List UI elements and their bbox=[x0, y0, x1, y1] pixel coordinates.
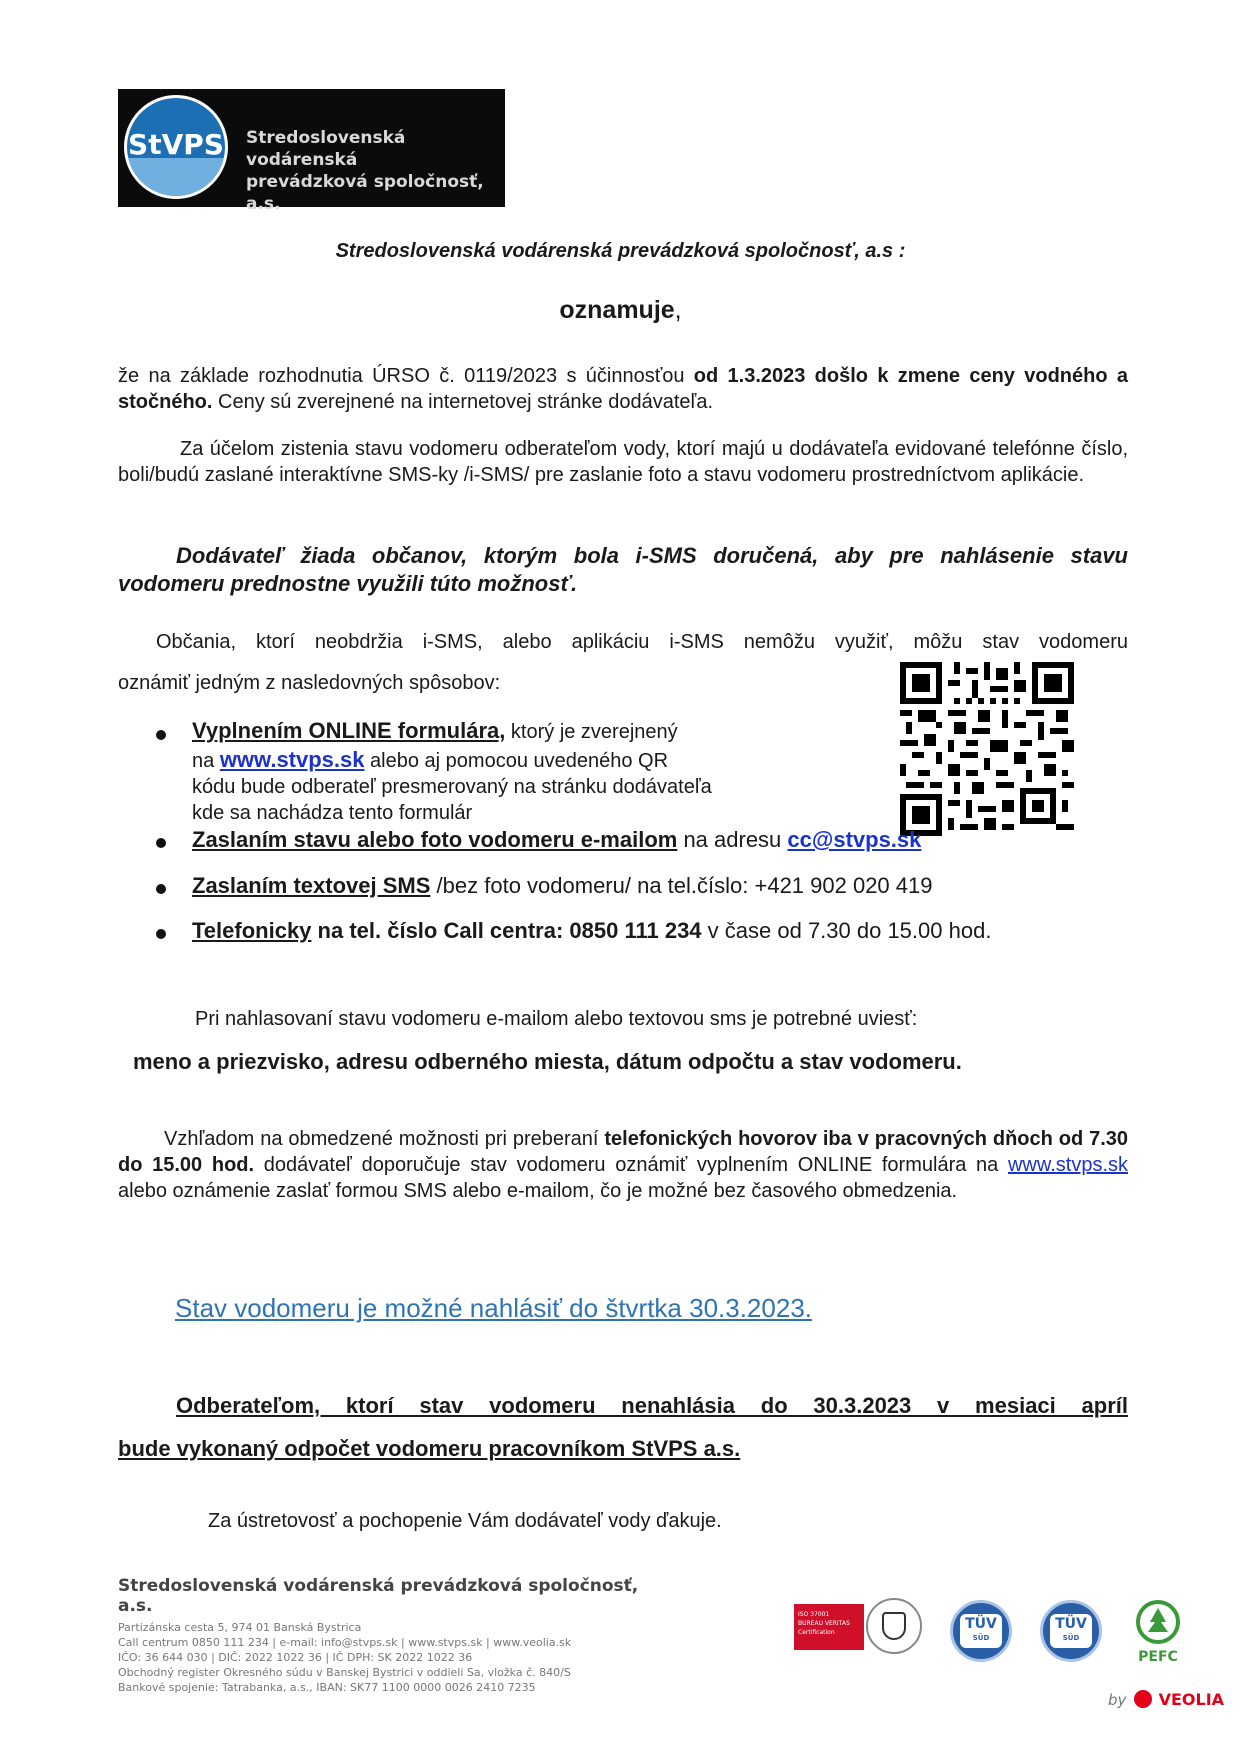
veolia-logo bbox=[1108, 1690, 1224, 1709]
para1-text-c: Ceny sú zverejnené na internetovej stránke dodávateľa. bbox=[212, 391, 714, 413]
para1-bold: od 1.3.2023 došlo k zmene ceny vodného a stočného. bbox=[118, 365, 1129, 413]
stvps-link[interactable]: www.stvps.sk bbox=[219, 747, 365, 772]
tuv1-label: TÜV bbox=[965, 1616, 997, 1632]
online-form-text1: ktorý je zverejnený bbox=[505, 721, 678, 743]
para7-text-c: dodávateľ doporučuje stav vodomeru oznámiť vyplnením ONLINE formulára na bbox=[254, 1154, 1008, 1176]
logo-name bbox=[246, 127, 505, 215]
paragraph-price-change bbox=[118, 363, 1128, 415]
paragraph-alternatives-line1: Občania, ktorí neobdržia i-SMS, alebo aplikáciu i-SMS nemôžu využiť, môžu stav vodomeru bbox=[156, 631, 1128, 653]
bullet-online-form-line1 bbox=[192, 718, 678, 745]
logo-wave bbox=[127, 158, 225, 196]
bullet-dot bbox=[156, 929, 166, 939]
paragraph-request: Dodávateľ žiada občanov, ktorým bola i-SMS doručená, aby pre nahlásenie stavu vodomeru prednostne využili túto možnosť. bbox=[118, 543, 1128, 596]
company-logo bbox=[118, 89, 505, 214]
bv-line1: ISO 37001 bbox=[798, 1611, 830, 1618]
announce-comma: , bbox=[674, 296, 682, 324]
announce-title bbox=[0, 296, 1241, 325]
paragraph-alternatives-line2: oznámiť jedným z nasledovných spôsobov: bbox=[118, 672, 501, 694]
logo-abbr: StVPS bbox=[128, 128, 224, 161]
tuv2-label: TÜV bbox=[1055, 1616, 1087, 1632]
sms-text: /bez foto vodomeru/ na tel.číslo: +421 902 020 419 bbox=[430, 873, 933, 898]
footer-register: Obchodný register Okresného súdu v Banskej Bystrici v oddieli Sa, vložka č. 840/S bbox=[118, 1666, 571, 1679]
stvps-link-2[interactable]: www.stvps.sk bbox=[1007, 1154, 1129, 1176]
footer-bank: Bankové spojenie: Tatrabanka, a.s., IBAN: SK77 1100 0000 0026 2410 7235 bbox=[118, 1681, 536, 1694]
footer-ids: IČO: 36 644 030 | DIČ: 2022 1022 36 | IČ DPH: SK 2022 1022 36 bbox=[118, 1651, 473, 1664]
email-text: na adresu bbox=[677, 827, 788, 852]
qr-code-graphic bbox=[900, 662, 1074, 836]
tuv1-sub: SÜD bbox=[972, 1634, 990, 1642]
thanks-text: Za ústretovosť a pochopenie Vám dodávateľ vody ďakuje. bbox=[208, 1510, 722, 1532]
para7-bold: telefonických hovorov iba v pracovných dňoch od 7.30 do 15.00 hod. bbox=[118, 1128, 1128, 1176]
paragraph-required-info-intro: Pri nahlasovaní stavu vodomeru e-mailom alebo textovou sms je potrebné uviesť: bbox=[195, 1008, 918, 1030]
tuv-sud-badge-2 bbox=[1040, 1600, 1102, 1662]
veolia-name: VEOLIA bbox=[1158, 1690, 1225, 1709]
pefc-label: PEFC bbox=[1138, 1649, 1178, 1665]
bullet-email bbox=[192, 826, 921, 854]
bullet-dot bbox=[156, 730, 166, 740]
paragraph-isms: Za účelom zistenia stavu vodomeru odberateľom vody, ktorí majú u dodávateľa evidované telefónne číslo, boli/budú zaslané interaktívne SMS-ky /i-SMS/ pre zaslanie foto a stavu vodomeru prostredníctvom aplikácie. bbox=[118, 438, 1128, 486]
veolia-by: by bbox=[1108, 1691, 1127, 1709]
logo-name-line2: prevádzková spoločnosť, a.s. bbox=[246, 172, 484, 214]
bureau-veritas-seal-icon bbox=[866, 1598, 922, 1654]
bullet-sms bbox=[192, 872, 933, 900]
logo-emblem bbox=[124, 95, 228, 199]
logo-name-line1: Stredoslovenská vodárenská bbox=[246, 128, 406, 170]
company-heading: Stredoslovenská vodárenská prevádzková spoločnosť, a.s : bbox=[335, 240, 906, 262]
pefc-logo bbox=[1130, 1600, 1186, 1665]
bullet-dot bbox=[156, 884, 166, 894]
deadline-notice: Stav vodomeru je možné nahlásiť do štvrtka 30.3.2023. bbox=[175, 1293, 812, 1323]
bullet-dot bbox=[156, 838, 166, 848]
bv-line3: Certification bbox=[798, 1629, 835, 1636]
pefc-tree-icon bbox=[1130, 1600, 1186, 1644]
bullet-online-form-line3: kódu bude odberateľ presmerovaný na stránku dodávateľa bbox=[192, 776, 712, 798]
tuv-sud-badge-1 bbox=[950, 1600, 1012, 1662]
bureau-veritas-badge bbox=[794, 1604, 864, 1650]
paragraph-required-info: meno a priezvisko, adresu odberného miesta, dátum odpočtu a stav vodomeru. bbox=[133, 1049, 962, 1074]
bullet-phone bbox=[192, 917, 991, 945]
para1-text-a: že na základe rozhodnutia ÚRSO č. 0119/2023 s účinnosťou bbox=[118, 365, 694, 387]
phone-text: v čase od 7.30 do 15.00 hod. bbox=[701, 918, 992, 943]
footer-address: Partizánska cesta 5, 974 01 Banská Bystrica bbox=[118, 1621, 362, 1634]
phone-bold: na tel. číslo Call centra: 0850 111 234 bbox=[311, 918, 702, 943]
email-link[interactable]: cc@stvps.sk bbox=[787, 827, 922, 852]
email-title: Zaslaním stavu alebo foto vodomeru e-mailom bbox=[192, 827, 678, 852]
notice-line2: bude vykonaný odpočet vodomeru pracovníkom StVPS a.s. bbox=[118, 1436, 741, 1461]
bullet-online-form-line2 bbox=[192, 747, 668, 774]
tuv2-sub: SÜD bbox=[1062, 1634, 1080, 1642]
phone-title: Telefonicky bbox=[192, 918, 312, 943]
bullet-online-form-line4: kde sa nachádza tento formulár bbox=[192, 802, 473, 824]
sms-title: Zaslaním textovej SMS bbox=[192, 873, 431, 898]
para7-text-a: Vzhľadom na obmedzené možnosti pri preberaní bbox=[164, 1128, 605, 1150]
online-form-na: na bbox=[192, 750, 220, 772]
notice-line1: Odberateľom, ktorí stav vodomeru nenahlásia do 30.3.2023 v mesiaci apríl bbox=[176, 1393, 1128, 1418]
online-form-text2: alebo aj pomocou uvedeného QR bbox=[364, 750, 669, 772]
footer-contacts: Call centrum 0850 111 234 | e-mail: info@stvps.sk | www.stvps.sk | www.veolia.sk bbox=[118, 1636, 572, 1649]
online-form-title: Vyplnením ONLINE formulára, bbox=[192, 718, 506, 743]
qr-code[interactable] bbox=[900, 662, 1074, 836]
bv-line2: BUREAU VERITAS bbox=[798, 1620, 850, 1627]
footer-company-name: Stredoslovenská vodárenská prevádzková spoločnosť, a.s. bbox=[118, 1576, 639, 1616]
announce-word: oznamuje bbox=[559, 296, 675, 324]
paragraph-phone-limits bbox=[118, 1126, 1128, 1204]
veolia-icon bbox=[1134, 1690, 1152, 1708]
para7-text-d: alebo oznámenie zaslať formou SMS alebo e-mailom, čo je možné bez časového obmedzenia. bbox=[118, 1180, 958, 1202]
footer-company-info bbox=[118, 1576, 678, 1695]
